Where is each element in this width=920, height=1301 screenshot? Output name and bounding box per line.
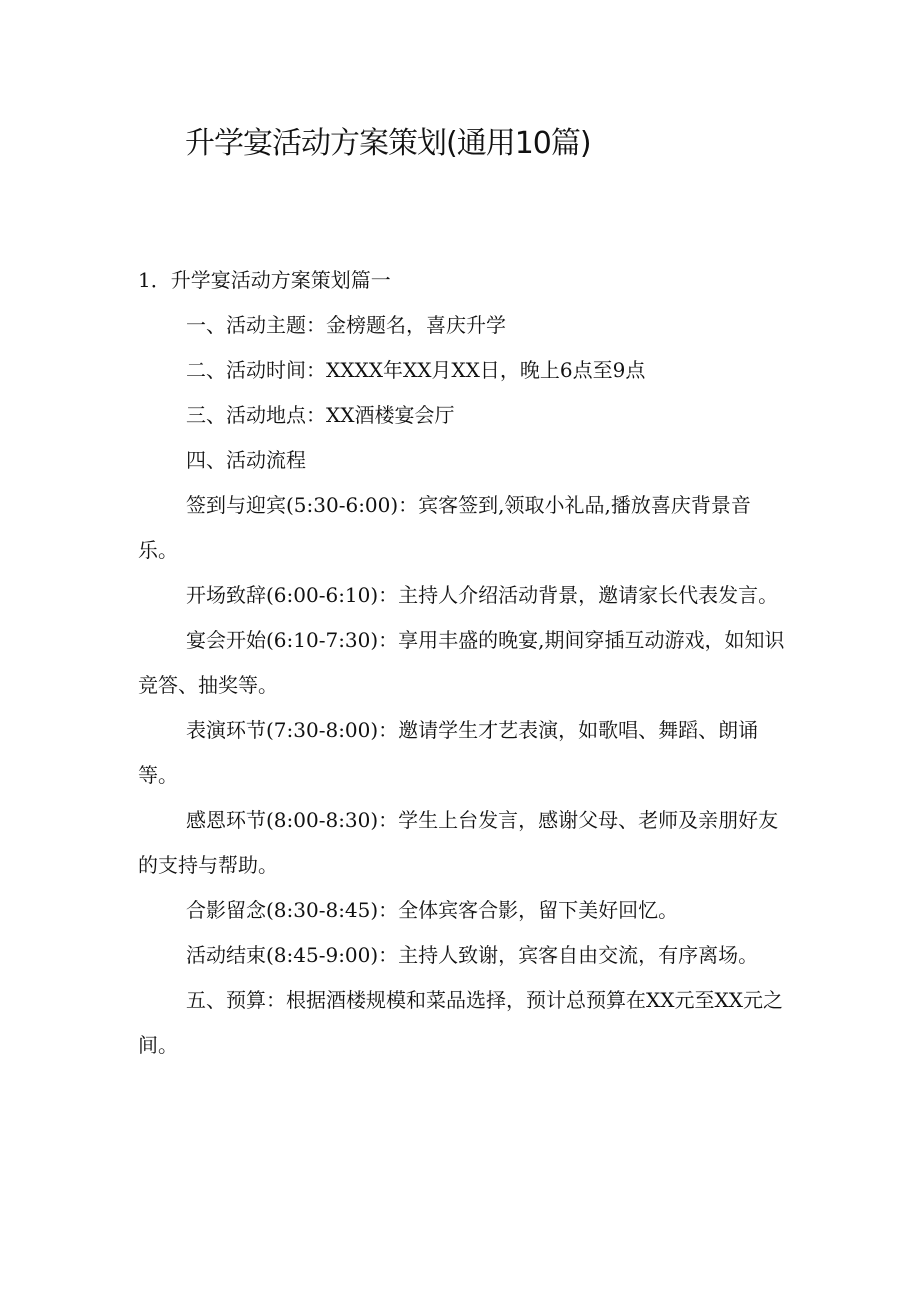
process-heading: 四、活动流程 [186,448,306,472]
gratitude-paragraph: 感恩环节(8:00-8:30)：学生上台发言，感谢父母、老师及亲朋好友的支持与帮助。 [138,808,779,877]
opening-speech-paragraph: 开场致辞(6:00-6:10)：主持人介绍活动背景，邀请家长代表发言。 [186,583,779,607]
closing-paragraph: 活动结束(8:45-9:00)：主持人致谢，宾客自由交流，有序离场。 [186,943,759,967]
section-heading: 1．升学宴活动方案策划篇一 [138,268,391,292]
group-photo-paragraph: 合影留念(8:30-8:45)：全体宾客合影，留下美好回忆。 [186,898,679,922]
document-body [138,258,786,1068]
performance-paragraph: 表演环节(7:30-8:00)：邀请学生才艺表演，如歌唱、舞蹈、朗诵等。 [138,718,759,787]
banquet-paragraph: 宴会开始(6:10-7:30)：享用丰盛的晚宴,期间穿插互动游戏，如知识竞答、抽奖等。 [138,628,785,697]
location-paragraph: 三、活动地点：XX酒楼宴会厅 [186,403,455,427]
theme-paragraph: 一、活动主题：金榜题名，喜庆升学 [186,313,506,337]
document-title: 升学宴活动方案策划(通用10篇) [185,126,591,161]
budget-paragraph: 五、预算：根据酒楼规模和菜品选择，预计总预算在XX元至XX元之间。 [138,988,783,1057]
time-paragraph: 二、活动时间：XXXX年XX月XX日，晚上6点至9点 [186,358,646,382]
signin-paragraph: 签到与迎宾(5:30-6:00)：宾客签到,领取小礼品,播放喜庆背景音乐。 [138,493,751,562]
